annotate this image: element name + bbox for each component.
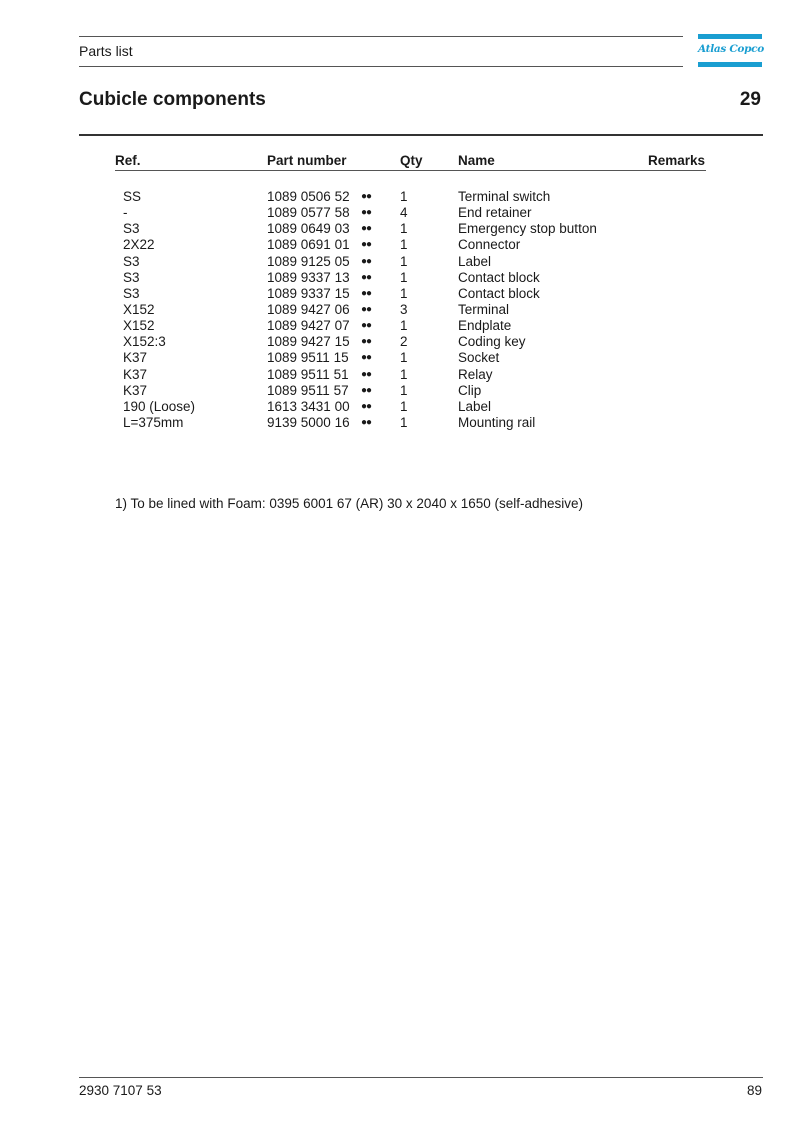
- table-row: [0, 318, 800, 334]
- part-number-cell: 1089 9337 15: [267, 285, 350, 301]
- table-row: [0, 270, 800, 286]
- qty-cell: 2: [400, 334, 408, 350]
- table-row: [0, 334, 800, 350]
- column-header-part-number: Part number: [267, 153, 347, 168]
- marker-cell: ●●: [361, 400, 372, 412]
- marker-cell: ●●: [361, 223, 372, 235]
- part-number-cell: 1089 0649 03: [267, 221, 350, 237]
- ref-cell: -: [123, 205, 128, 221]
- part-number-cell: 1089 9511 15: [267, 350, 349, 366]
- part-number-cell: 1613 3431 00: [267, 398, 350, 414]
- ref-cell: S3: [123, 269, 140, 285]
- section-title: Cubicle components: [79, 89, 266, 110]
- marker-cell: ●●: [361, 352, 372, 364]
- part-number-cell: 1089 0506 52: [267, 189, 350, 204]
- qty-cell: 1: [400, 221, 408, 237]
- name-cell: Coding key: [458, 334, 526, 350]
- atlas-copco-logo: [698, 34, 762, 67]
- table-row: [0, 350, 800, 366]
- table-row: [0, 286, 800, 302]
- name-cell: End retainer: [458, 205, 532, 221]
- logo-bar-bottom: [698, 62, 762, 67]
- marker-cell: ●●: [361, 320, 372, 332]
- table-header-rule: [115, 170, 706, 171]
- ref-cell: L=375mm: [123, 414, 184, 430]
- name-cell: Mounting rail: [458, 414, 536, 430]
- logo-bar-top: [698, 34, 762, 39]
- marker-cell: ●●: [361, 271, 372, 283]
- header-top-rule: [79, 36, 683, 37]
- marker-cell: ●●: [361, 239, 372, 251]
- qty-cell: 1: [400, 382, 408, 398]
- marker-cell: ●●: [361, 287, 372, 299]
- part-number-cell: 1089 9427 15: [267, 334, 350, 350]
- part-number-cell: 1089 9511 57: [267, 382, 349, 398]
- part-number-cell: 9139 5000 16: [267, 414, 350, 430]
- title-rule: [79, 134, 763, 136]
- table-row: [0, 383, 800, 399]
- table-row: [0, 302, 800, 318]
- qty-cell: 1: [400, 189, 408, 204]
- qty-cell: 1: [400, 350, 408, 366]
- part-number-cell: 1089 9511 51: [267, 366, 349, 382]
- column-header-name: Name: [458, 153, 495, 168]
- table-row: [0, 237, 800, 253]
- part-number-cell: 1089 9337 13: [267, 269, 350, 285]
- table-row: [0, 205, 800, 221]
- document-number: 2930 7107 53: [79, 1083, 162, 1098]
- name-cell: Label: [458, 253, 492, 269]
- part-number-cell: 1089 9427 06: [267, 301, 350, 317]
- marker-cell: ●●: [361, 207, 372, 219]
- name-cell: Connector: [458, 237, 521, 253]
- part-number-cell: 1089 9427 07: [267, 318, 350, 334]
- name-cell: Emergency stop button: [458, 221, 597, 237]
- part-number-cell: 1089 0691 01: [267, 237, 350, 253]
- column-header-remarks: Remarks: [647, 153, 705, 168]
- ref-cell: X152: [123, 318, 155, 334]
- part-number-cell: 1089 9125 05: [267, 253, 350, 269]
- qty-cell: 3: [400, 301, 408, 317]
- ref-cell: K37: [123, 382, 148, 398]
- marker-cell: ●●: [361, 191, 372, 202]
- marker-cell: ●●: [361, 416, 372, 428]
- name-cell: Contact block: [458, 285, 540, 301]
- column-header-qty: Qty: [400, 153, 423, 168]
- ref-cell: SS: [123, 189, 142, 204]
- table-row: [0, 367, 800, 383]
- header-bottom-rule: [79, 66, 683, 67]
- ref-cell: K37: [123, 350, 148, 366]
- ref-cell: 190 (Loose): [123, 398, 196, 414]
- marker-cell: ●●: [361, 303, 372, 315]
- ref-cell: 2X22: [123, 237, 155, 253]
- footer-rule: [79, 1077, 763, 1078]
- ref-cell: S3: [123, 253, 140, 269]
- qty-cell: 1: [400, 366, 408, 382]
- table-row: [0, 221, 800, 237]
- qty-cell: 1: [400, 269, 408, 285]
- name-cell: Label: [458, 398, 492, 414]
- ref-cell: K37: [123, 366, 148, 382]
- ref-cell: X152:3: [123, 334, 166, 350]
- name-cell: Relay: [458, 366, 493, 382]
- name-cell: Terminal switch: [458, 189, 551, 204]
- qty-cell: 1: [400, 398, 408, 414]
- qty-cell: 4: [400, 205, 408, 221]
- name-cell: Endplate: [458, 318, 512, 334]
- marker-cell: ●●: [361, 336, 372, 348]
- ref-cell: S3: [123, 285, 140, 301]
- name-cell: Contact block: [458, 269, 540, 285]
- column-header-ref: Ref.: [115, 153, 141, 168]
- parts-table-body: [0, 189, 800, 431]
- marker-cell: ●●: [361, 255, 372, 267]
- section-number: 29: [739, 89, 761, 110]
- marker-cell: ●●: [361, 368, 372, 380]
- qty-cell: 1: [400, 318, 408, 334]
- table-row: [0, 415, 800, 431]
- marker-cell: ●●: [361, 384, 372, 396]
- qty-cell: 1: [400, 237, 408, 253]
- footnote: 1) To be lined with Foam: 0395 6001 67 (AR) 30 x 2040 x 1650 (self-adhesive): [115, 496, 584, 511]
- name-cell: Terminal: [458, 301, 510, 317]
- qty-cell: 1: [400, 253, 408, 269]
- ref-cell: X152: [123, 301, 155, 317]
- page-number: 89: [746, 1083, 762, 1098]
- ref-cell: S3: [123, 221, 140, 237]
- logo-text: Atlas Copco: [698, 43, 764, 55]
- qty-cell: 1: [400, 414, 408, 430]
- table-row: [0, 254, 800, 270]
- part-number-cell: 1089 0577 58: [267, 205, 350, 221]
- qty-cell: 1: [400, 285, 408, 301]
- header-label: Parts list: [79, 43, 133, 59]
- table-row: [0, 399, 800, 415]
- name-cell: Clip: [458, 382, 482, 398]
- table-row: [0, 189, 800, 205]
- name-cell: Socket: [458, 350, 500, 366]
